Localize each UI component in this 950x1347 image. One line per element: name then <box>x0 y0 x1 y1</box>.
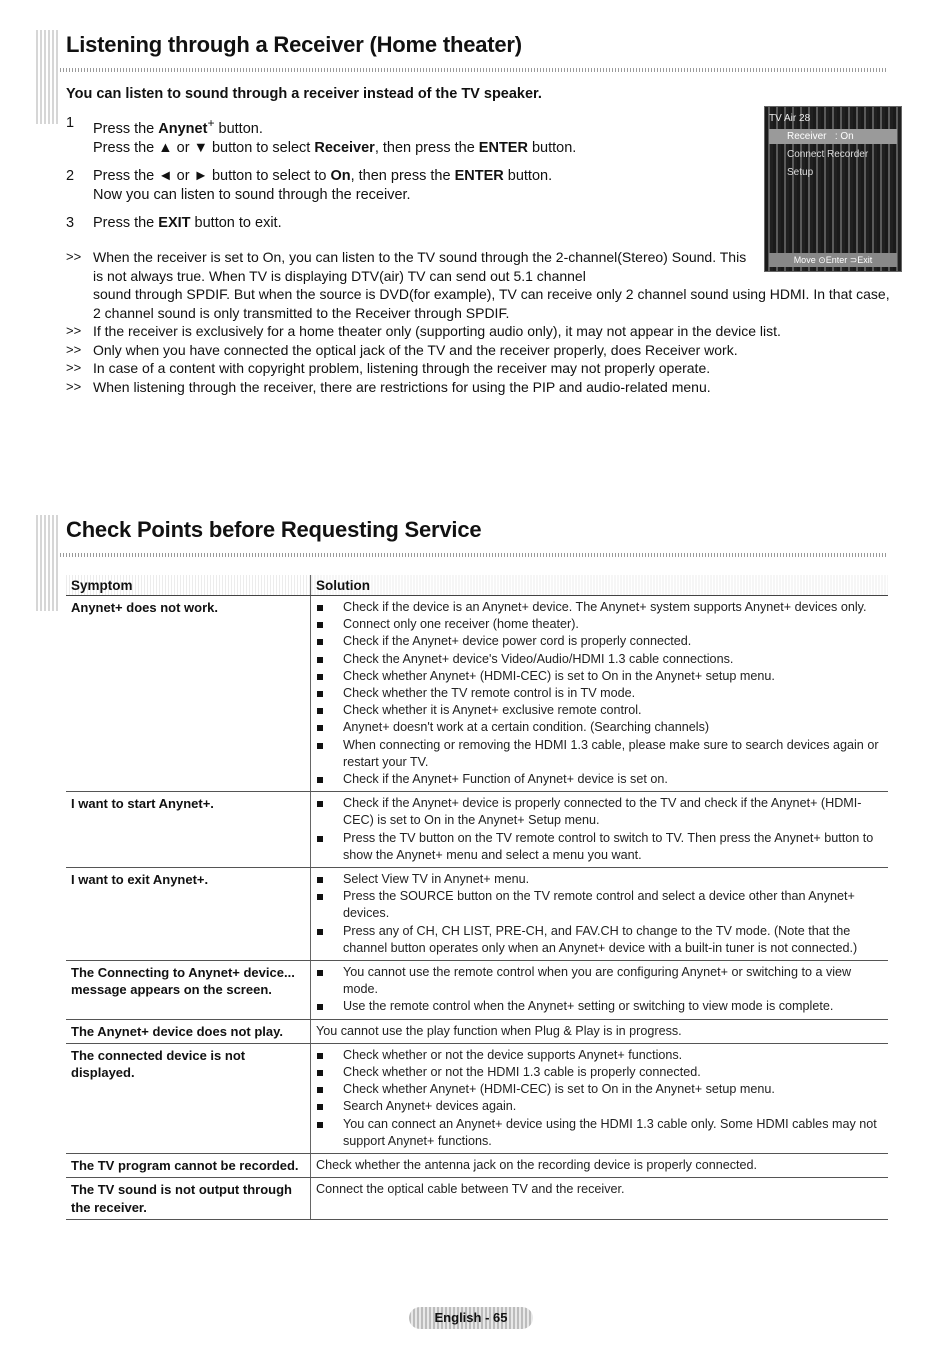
note-item: >> Only when you have connected the optical jack of the TV and the receiver properly, does Receiver work. <box>66 341 738 358</box>
table-row <box>66 961 888 1020</box>
section-title: Listening through a Receiver (Home theater) <box>66 32 522 57</box>
notes-list <box>66 248 896 396</box>
list-item: You can connect an Anynet+ device using the HDMI 1.3 cable only. Some HDMI cables may not support Anynet+ functions. <box>316 1116 883 1150</box>
header-bar-decoration <box>36 30 60 124</box>
step-line: Press the ◄ or ► button to select to On, then press the ENTER button. <box>93 167 553 184</box>
list-item: Search Anynet+ devices again. <box>316 1098 883 1115</box>
symptom-cell: I want to start Anynet+. <box>66 792 311 868</box>
symptom-cell: The Anynet+ device does not play. <box>66 1019 311 1043</box>
solution-list <box>316 599 883 788</box>
step-number: 1 <box>66 115 75 131</box>
list-item: Anynet+ doesn't work at a certain condition. (Searching channels) <box>316 719 883 736</box>
step-line: Press the EXIT button to exit. <box>93 214 282 231</box>
list-item: Press the TV button on the TV remote control to switch to TV. Then press the Anynet+ button to show the Anynet+ menu and select a menu you want. <box>316 830 883 864</box>
solution-cell <box>311 868 889 961</box>
osd-footer: Move ⊙Enter ⊃Exit <box>769 253 897 267</box>
table-row <box>66 1154 888 1178</box>
header-bar-decoration <box>36 515 60 611</box>
symptom-cell: The Connecting to Anynet+ device... message appears on the screen. <box>66 961 311 1020</box>
service-table <box>66 575 888 1220</box>
solution-cell <box>311 792 889 868</box>
symptom-cell: The TV sound is not output through the receiver. <box>66 1178 311 1219</box>
list-item: Use the remote control when the Anynet+ setting or switching to view mode is complete. <box>316 998 883 1015</box>
solution-list <box>316 871 883 957</box>
header-rule <box>60 553 888 557</box>
solution-list <box>316 1047 883 1150</box>
list-item: Check if the Anynet+ device is properly connected to the TV and check if the Anynet+ (HDMI-CEC) is set to On in the Anynet+ Setup menu. <box>316 795 883 829</box>
step-1 <box>66 114 746 158</box>
list-item: You cannot use the remote control when you are configuring Anynet+ or switching to a view mode. <box>316 964 883 998</box>
header-rule <box>60 68 888 72</box>
table-row <box>66 1178 888 1219</box>
solution-list <box>316 964 883 1016</box>
step-number: 3 <box>66 214 75 231</box>
intro-text: You can listen to sound through a receiver instead of the TV speaker. <box>66 86 542 102</box>
steps-list <box>66 114 746 242</box>
solution-list <box>316 795 883 864</box>
list-item: Press any of CH, CH LIST, PRE-CH, and FAV.CH to change to the TV mode. (Note that the channel button operates only when an Anynet+ device with a built-in tuner is not connected.) <box>316 923 883 957</box>
symptom-cell: Anynet+ does not work. <box>66 596 311 792</box>
list-item: Check whether or not the HDMI 1.3 cable is properly connected. <box>316 1064 883 1081</box>
section-title: Check Points before Requesting Service <box>66 517 482 542</box>
symptom-cell: The TV program cannot be recorded. <box>66 1154 311 1178</box>
solution-cell: Connect the optical cable between TV and the receiver. <box>311 1178 889 1219</box>
step-3 <box>66 214 746 233</box>
table-header-row <box>66 575 888 596</box>
section-header-receiver <box>36 30 888 72</box>
list-item: Check if the device is an Anynet+ device. The Anynet+ system supports Anynet+ devices only. <box>316 599 883 616</box>
table-row <box>66 792 888 868</box>
symptom-cell: I want to exit Anynet+. <box>66 868 311 961</box>
section-header-service <box>36 515 888 557</box>
step-line: Press the ▲ or ▼ button to select Receiver, then press the ENTER button. <box>93 139 577 156</box>
table-row <box>66 1019 888 1043</box>
list-item: Check whether it is Anynet+ exclusive remote control. <box>316 702 883 719</box>
note-item: >> If the receiver is exclusively for a home theater only (supporting audio only), it may not appear in the device list. <box>66 323 781 339</box>
step-line: Press the Anynet+ button. <box>93 116 263 137</box>
list-item: Check whether or not the device supports Anynet+ functions. <box>316 1047 883 1064</box>
osd-connect-row: Connect Recorder <box>787 149 869 160</box>
solution-cell: You cannot use the play function when Plug & Play is in progress. <box>311 1019 889 1043</box>
solution-cell: Check whether the antenna jack on the recording device is properly connected. <box>311 1154 889 1178</box>
osd-receiver-row: Receiver : On <box>769 129 897 144</box>
list-item: Check whether Anynet+ (HDMI-CEC) is set to On in the Anynet+ setup menu. <box>316 668 883 685</box>
table-row <box>66 596 888 792</box>
arrow-icon: >> <box>66 323 82 338</box>
note-item: >> When listening through the receiver, there are restrictions for using the PIP and audio-related menu. <box>66 378 711 395</box>
osd-source: TV Air 28 <box>769 113 811 124</box>
solution-cell <box>311 1043 889 1153</box>
column-header-symptom: Symptom <box>66 575 311 596</box>
note-item: >> When the receiver is set to On, you can listen to the TV sound through the 2-channel(Stereo) Sound. This is not always true. When TV is displaying DTV(air) TV can send out 5.1 channel <box>66 249 747 284</box>
arrow-icon: >> <box>66 378 82 394</box>
step-2 <box>66 167 746 205</box>
solution-cell <box>311 961 889 1020</box>
list-item: When connecting or removing the HDMI 1.3 cable, please make sure to search devices again or restart your TV. <box>316 737 883 771</box>
osd-setup-row: Setup <box>787 167 814 178</box>
table-body <box>66 596 888 1220</box>
arrow-icon: >> <box>66 360 82 375</box>
list-item: Check whether Anynet+ (HDMI-CEC) is set to On in the Anynet+ setup menu. <box>316 1081 883 1098</box>
note-item: >> In case of a content with copyright problem, listening through the receiver may not properly operate. <box>66 360 711 376</box>
step-number: 2 <box>66 167 75 184</box>
note-continuation: sound through SPDIF. But when the source is DVD(for example), TV can receive only 2 channel sound using HDMI. In that case, 2 channel sound is only transmitted to the Receiver through SPDIF. <box>93 286 890 321</box>
list-item: Check if the Anynet+ device power cord is properly connected. <box>316 633 883 650</box>
table-row <box>66 1043 888 1153</box>
list-item: Check if the Anynet+ Function of Anynet+ device is set on. <box>316 771 883 788</box>
list-item: Press the SOURCE button on the TV remote control and select a device other than Anynet+ devices. <box>316 888 883 922</box>
list-item: Check the Anynet+ device's Video/Audio/HDMI 1.3 cable connections. <box>316 651 883 668</box>
page-number: English - 65 <box>409 1307 533 1329</box>
list-item: Check whether the TV remote control is in TV mode. <box>316 685 883 702</box>
list-item: Connect only one receiver (home theater). <box>316 616 883 633</box>
table-row <box>66 868 888 961</box>
arrow-icon: >> <box>66 341 82 357</box>
step-line: Now you can listen to sound through the receiver. <box>93 186 411 203</box>
arrow-icon: >> <box>66 249 82 264</box>
symptom-cell: The connected device is not displayed. <box>66 1043 311 1153</box>
solution-cell <box>311 596 889 792</box>
column-header-solution: Solution <box>311 575 889 596</box>
list-item: Select View TV in Anynet+ menu. <box>316 871 883 888</box>
